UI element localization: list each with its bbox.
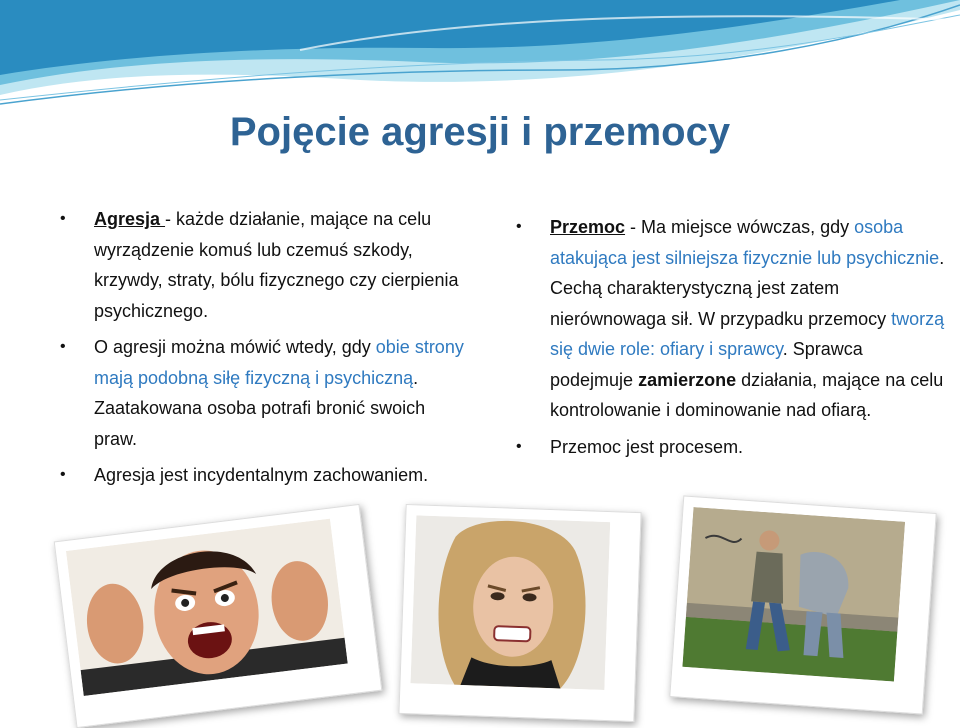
przemoc-highlight-stronger: osoba atakująca jest silniejsza fizycznie lub psychicznie: [550, 217, 940, 268]
bullet-przemoc-definition: [516, 212, 946, 426]
photo-angry-woman: [398, 504, 641, 722]
bullet-agresja-equal-strength: [60, 332, 470, 454]
photo-bullying-scene: [669, 495, 936, 714]
bullet-przemoc-process: [516, 432, 946, 463]
agresja-definition-text: - każde działanie, mające na celu wyrządzenie komuś lub czemuś szkody, krzywdy, straty, bólu fizycznego czy cierpienia psychicznego.: [94, 209, 459, 321]
przemoc-pre: - Ma miejsce wówczas, gdy: [625, 217, 855, 237]
term-agresja: Agresja: [94, 209, 166, 229]
angry-woman-illustration: [410, 515, 610, 690]
slide-title: Pojęcie agresji i przemocy: [229, 110, 731, 154]
bullying-scene-illustration: [682, 507, 905, 681]
przemoc-post: działania, mające na celu kontrolowanie i dominowanie nad ofiarą.: [550, 369, 944, 420]
przemoc-process-text: Przemoc jest procesem.: [550, 436, 744, 457]
header-wave-decoration: [0, 0, 960, 110]
przemoc-highlight-roles: tworzą się dwie role: ofiary i sprawcy: [550, 308, 945, 359]
przemoc-bold-intentional: zamierzone: [638, 369, 737, 390]
angry-man-illustration: [66, 519, 348, 696]
agresja-equal-post: . Zaatakowana osoba potrafi bronić swoich praw.: [94, 367, 426, 449]
przemoc-mid2: . Sprawca podejmuje: [550, 339, 863, 390]
term-przemoc: Przemoc: [550, 217, 626, 237]
agresja-incidental-text: Agresja jest incydentalnym zachowaniem.: [94, 465, 429, 485]
agresja-equal-pre: O agresji można mówić wtedy, gdy: [94, 337, 376, 357]
bullet-agresja-incidental: [60, 460, 470, 491]
bullet-agresja-definition: [60, 204, 470, 326]
photo-angry-man: [54, 504, 383, 728]
left-text-column: [60, 204, 470, 497]
przemoc-mid1: . Cechą charakterystyczną jest zatem nierównowaga sił. W przypadku przemocy: [550, 247, 945, 329]
right-text-column: [516, 212, 946, 468]
agresja-equal-highlight: obie strony mają podobną siłę fizyczną i psychiczną: [94, 337, 464, 388]
